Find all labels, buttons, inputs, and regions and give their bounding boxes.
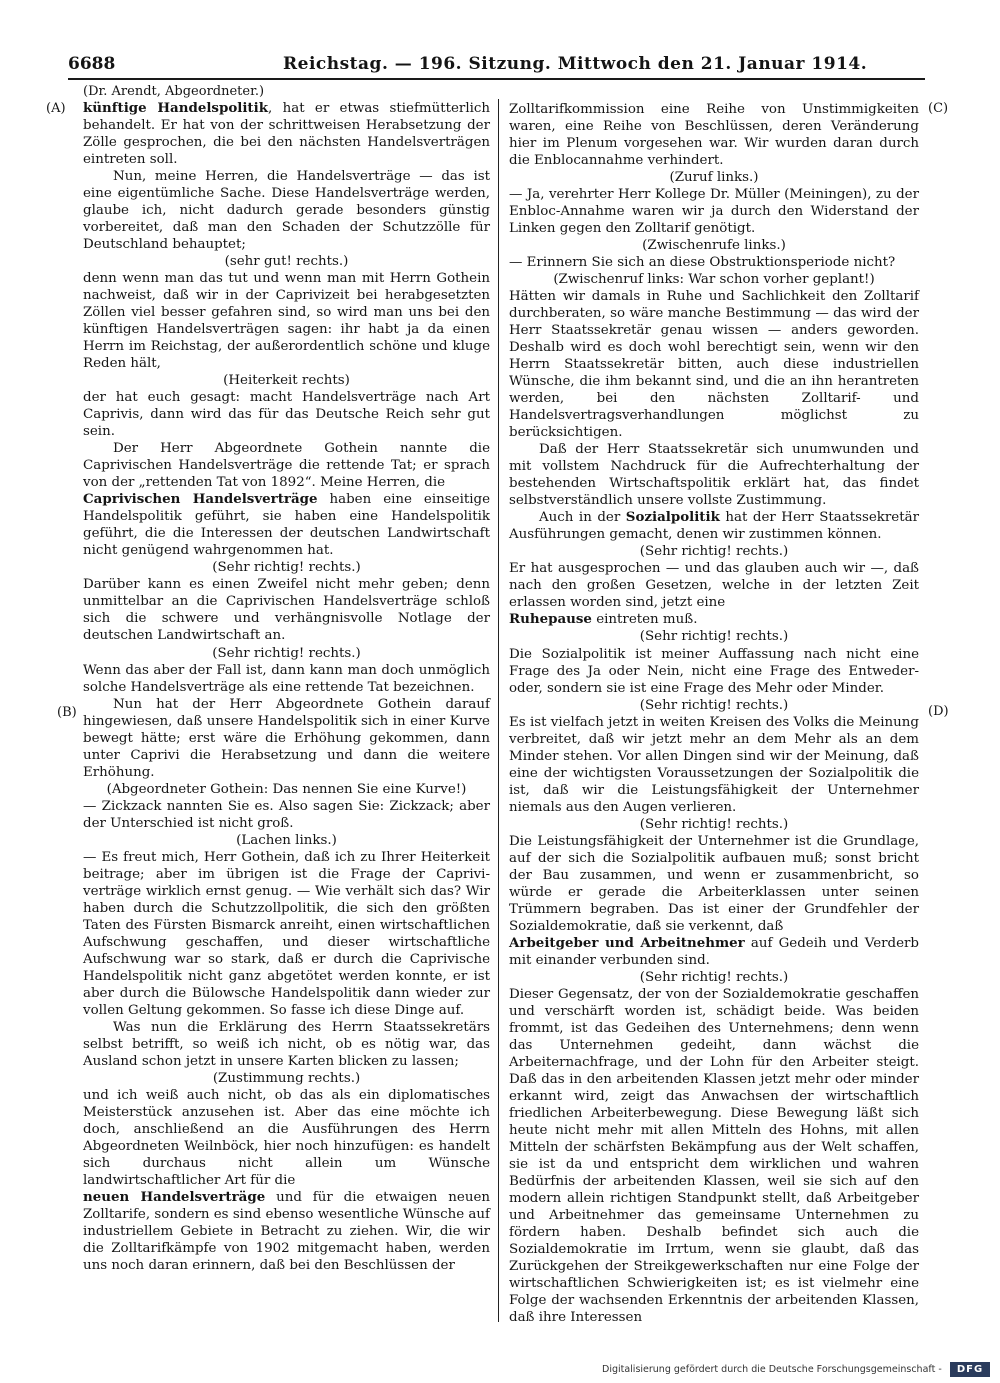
paragraph: Nun hat der Herr Abgeordnete Gothein darauf hingewiesen, daß unsere Handelspolitik sich in einer Kurve bewegt hätte; erst wäre die Erhöhung gekommen, dann unter Caprivi die Herabsetzung und dann die weitere Erhöhung.: [83, 696, 490, 780]
footer-text: Digitalisierung gefördert durch die Deutsche Forschungsgemeinschaft -: [602, 1364, 942, 1375]
interjection: (sehr gut! rechts.): [224, 254, 349, 270]
paragraph: Die Sozialpolitik ist meiner Auffassung nach nicht eine Frage des Ja oder Nein, nicht eine Frage des Entweder-oder, sondern sie ist eine Frage des Mehr oder Minder.: [509, 646, 919, 696]
paragraph: Daß der Herr Staatssekretär sich unumwunden und mit vollstem Nachdruck für die Aufrechterhaltung der bestehenden Wirtschaftspolitik erklärt hat, das findet selbstverständlich unsere vollste Zustimmung.: [509, 442, 919, 509]
interjection: (Sehr richtig! rechts.): [639, 697, 789, 713]
interjection: (Zustimmung rechts.): [212, 1070, 361, 1086]
right-column: [509, 101, 919, 1326]
emphasis: Sozialpolitik: [625, 509, 720, 526]
page-title: Reichstag. — 196. Sitzung. Mittwoch den 21. Januar 1914.: [283, 54, 868, 74]
paragraph: und ich weiß auch nicht, ob das als ein diplomatisches Meisterstück anzusehen ist. Aber das eine möchte ich doch, anschließend an die Ausführungen des Herrn Abgeordneten Weilnböck, hier noch hinzufügen: es handelt sich durchaus nicht allein um Wünsche landwirtschaftlicher Art für die: [83, 1087, 490, 1188]
paragraph: Arbeitgeber und Arbeitnehmer auf Gedeih und Verderb mit einander verbunden sind.: [509, 934, 919, 968]
paragraph: Was nun die Erklärung des Herrn Staatssekretärs selbst betrifft, so weiß ich nicht, ob es nötig war, das Ausland schon jetzt in unsere Karten blicken zu lassen;: [83, 1019, 490, 1069]
paragraph: neuen Handelsverträge und für die etwaigen neuen Zolltarife, sondern es sind ebenso wesentliche Wünsche auf industriellem Gebiete in Betracht zu ziehen. Wir, die wir die Zolltarifkämpfe von 1902 mitgemacht haben, werden uns noch daran erinnern, daß bei den Beschlüssen der: [83, 1189, 490, 1274]
paragraph: Nun, meine Herren, die Handelsverträge — das ist eine eigentümliche Sache. Diese Handelsverträge werden, glaube ich, nicht dadurch gerade besonders günstig vorbereitet, daß man den Schaden der Schutzzölle für Deutschland behauptet;: [83, 169, 490, 253]
paragraph: Dieser Gegensatz, der von der Sozialdemokratie geschaffen und verschärft worden ist, schädigt beide. Was beiden frommt, ist das Gedeihen des Unternehmens; denn wenn das Unternehmen gedeiht, dann wächst die Arbeiternachfrage, und der Lohn für den Arbeiter steigt. Daß das in den arbeitenden Klassen jetzt mehr oder minder erkannt wird, zeigt das Anwachsen der wirtschaftlich friedlichen Arbeiterbewegung. Diese Bewegung läßt sich heute nicht mehr mit allen Mitteln des Hohns, mit allen Mitteln der schärfsten Bekämpfung aus der Welt schaffen, sie ist da und entspricht dem wirklichen und wahren Bedürfnis der arbeitenden Klassen, weil sie sich auf den modern allein richtigen Standpunkt stellt, daß Arbeitgeber und Arbeitnehmer das gemeinsame Unternehmen zu fördern haben. Deshalb befindet sich auch die Sozialdemokratie im Irrtum, wenn sie glaubt, daß das Zurückgehen der Streikgewerkschaften nur eine Folge der wirtschaftlichen Schwierigkeiten ist; es ist vielmehr eine Folge der wachsenden Erkenntnis der arbeitenden Klassen, daß ihre Interessen: [509, 986, 919, 1326]
paragraph: Ruhepause eintreten muß.: [509, 611, 698, 628]
emphasis: künftige Handelspolitik: [83, 100, 268, 116]
left-column: [83, 100, 490, 1274]
paragraph: künftige Handelspolitik, hat er etwas stiefmütterlich behandelt. Er hat von der schrittweisen Herabsetzung der Zölle gesprochen, die bei den nächsten Handelsverträgen eintreten soll.: [83, 100, 491, 168]
interjection: (Sehr richtig! rechts.): [212, 645, 361, 661]
paragraph: Der Herr Abgeordnete Gothein nannte die Caprivischen Handelsverträge die rettende Tat; er sprach von der „rettenden Tat von 1892“. Meine Herren, die: [83, 441, 490, 491]
paragraph: — Zickzack nannten Sie es. Also sagen Sie: Zickzack; aber der Unterschied ist nicht groß.: [83, 798, 490, 831]
paragraph: denn wenn man das tut und wenn man mit Herrn Gothein nachweist, daß wir in der Caprivizeit bei herabgesetzten Zöllen viel besser gefahren sind, so wird man uns bei den künftigen Handelsverträgen sagen: ihr habt ja da einen Herrn im Reichstag, der außerordentlich schöne und kluge Reden hält,: [83, 271, 490, 372]
paragraph: — Ja, verehrter Herr Kollege Dr. Müller (Meiningen), zu der Enbloc-Annahme waren wir ja durch den Widerstand der Linken gegen den Zolltarif genötigt.: [509, 187, 919, 237]
interjection: (Abgeordneter Gothein: Das nennen Sie eine Kurve!): [106, 781, 467, 797]
paragraph: Darüber kann es einen Zweifel nicht mehr geben; denn unmittelbar an die Caprivischen Handelsverträge schloß sich die schwere und verhängnisvolle Notlage der deutschen Landwirtschaft an.: [83, 577, 490, 644]
interjection: (Lachen links.): [236, 832, 337, 848]
paragraph: Caprivischen Handelsverträge haben eine einseitige Handelspolitik geführt, sie haben eine Handelspolitik geführt, die die Interessen der deutschen Landwirtschaft nicht genügend wahrgenommen hat.: [83, 491, 491, 559]
emphasis: Arbeitgeber und Arbeitnehmer: [509, 934, 745, 951]
dfg-logo: DFG: [950, 1362, 990, 1377]
margin-label-a: (A): [46, 101, 66, 116]
digitization-footer: [602, 1362, 990, 1378]
paragraph: Wenn das aber der Fall ist, dann kann man doch unmöglich solche Handelsverträge als eine rettende Tat bezeichnen.: [83, 662, 490, 695]
interjection: (Sehr richtig! rechts.): [639, 629, 789, 645]
interjection: (Sehr richtig! rechts.): [639, 544, 789, 560]
column-divider: [498, 99, 499, 1322]
page-number: 6688: [68, 54, 116, 74]
paragraph: — Es freut mich, Herr Gothein, daß ich zu Ihrer Heiterkeit beitrage; aber im übrigen ist die Frage der Caprivi-verträge wirklich ernst genug. — Wie verhält sich das? Wir haben durch die Schutzzollpolitik, die sich den größten Taten des Fürsten Bismarck anreiht, einen wirtschaftlichen Aufschwung geschaffen, und dieser wirtschaftliche Aufschwung war so stark, daß er durch die Caprivische Handelspolitik nicht ganz abgetötet werden konnte, er ist aber durch die Bülowsche Handelspolitik dann wieder zur vollen Geltung gekommen. So fasse ich diese Dinge auf.: [83, 849, 490, 1018]
interjection: (Zwischenruf links: War schon vorher geplant!): [553, 272, 875, 288]
paragraph: Hätten wir damals in Ruhe und Sachlichkeit den Zolltarif durchberaten, so wäre manche Bestimmung — das wird der Herr Staatssekretär genau wissen — anders geworden. Deshalb wird es doch wohl berechtigt sein, wenn wir den Herrn Staatssekretär bitten, auch diese industriellen Wünsche, die ihm bekannt sind, und die an ihn herantreten werden, bei den nächsten Zolltarif- und Handelsvertragsverhandlungen möglichst zu berücksichtigen.: [509, 289, 919, 441]
interjection: (Zuruf links.): [669, 170, 759, 186]
emphasis: neuen Handelsverträge: [83, 1189, 266, 1205]
paragraph: Auch in der Sozialpolitik hat der Herr Staatssekretär Ausführungen gemacht, denen wir zustimmen können.: [509, 509, 919, 543]
paragraph: Es ist vielfach jetzt in weiten Kreisen des Volks die Meinung verbreitet, daß wir jetzt mehr an dem Mehr als an dem Minder stehen. Vor allen Dingen sind wir der Meinung, daß eine der wichtigsten Voraussetzungen der Sozialpolitik die ist, daß wir die Leistungsfähigkeit der Unternehmer niemals aus den Augen verlieren.: [509, 714, 919, 815]
margin-label-c: (C): [928, 101, 949, 116]
interjection: (Zwischenrufe links.): [642, 238, 786, 254]
interjection: (Sehr richtig! rechts.): [212, 560, 361, 576]
interjection: (Sehr richtig! rechts.): [639, 969, 789, 985]
paragraph: — Erinnern Sie sich an diese Obstruktionsperiode nicht?: [509, 255, 896, 271]
speaker-line: (Dr. Arendt, Abgeordneter.): [83, 84, 265, 99]
paragraph: Er hat ausgesprochen — und das glauben auch wir —, daß nach den großen Gesetzen, welche in der letzten Zeit erlassen worden sind, jetzt eine: [509, 561, 919, 611]
interjection: (Heiterkeit rechts): [223, 373, 350, 389]
emphasis: Ruhepause: [509, 611, 592, 628]
paragraph: Die Leistungsfähigkeit der Unternehmer ist die Grundlage, auf der sich die Sozialpolitik aufbauen muß; sonst bricht der Bau zusammen, und wenn er zusammenbricht, so würde er gerade die Arbeiterklassen unter seinen Trümmern begraben. Das ist einer der Grundfehler der Sozialdemokratie, daß sie verkennt, daß: [509, 833, 919, 934]
emphasis: Caprivischen Handelsverträge: [83, 491, 318, 508]
paragraph: der hat euch gesagt: macht Handelsverträge nach Art Caprivis, dann wird das für das Deutsche Reich sehr gut sein.: [83, 390, 490, 440]
margin-label-b: (B): [57, 705, 77, 720]
margin-label-d: (D): [928, 704, 949, 719]
paragraph: Zolltarifkommission eine Reihe von Unstimmigkeiten waren, eine Reihe von Beschlüssen, deren Veränderung hier im Plenum vorgesehen war. Wir wurden daran durch die Enblocannahme verhindert.: [509, 102, 919, 169]
page-header: [68, 48, 925, 80]
interjection: (Sehr richtig! rechts.): [639, 816, 789, 832]
